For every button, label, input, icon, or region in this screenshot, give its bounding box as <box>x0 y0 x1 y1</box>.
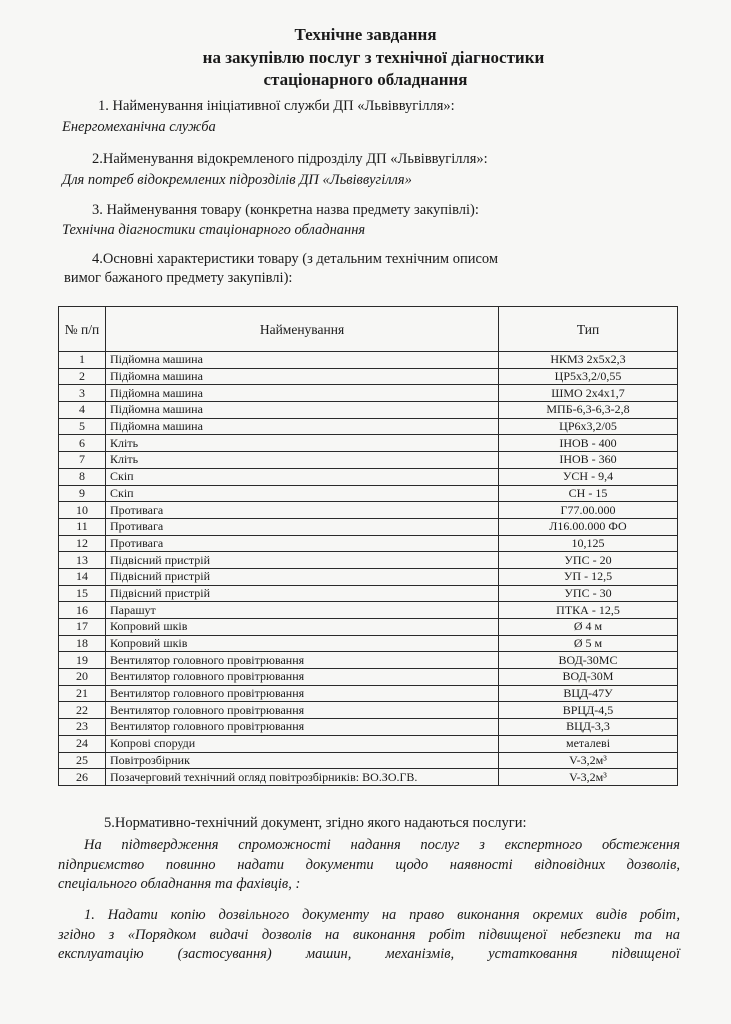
table-row <box>59 585 678 602</box>
table-row <box>59 752 678 769</box>
table-row <box>59 619 678 636</box>
row-type-cell: Г77.00.000 <box>499 502 678 519</box>
row-type-cell: Ø 4 м <box>499 619 678 636</box>
row-number-cell: 15 <box>59 585 106 602</box>
section5-paragraph1 <box>58 836 680 895</box>
row-number-cell: 7 <box>59 452 106 469</box>
row-name-cell: Підвісний пристрій <box>106 568 499 585</box>
row-type-cell: МПБ-6,3-6,3-2,8 <box>499 402 678 419</box>
row-type-cell: V-3,2м³ <box>499 769 678 786</box>
row-name-cell: Вентилятор головного провітрювання <box>106 669 499 686</box>
table-row <box>59 735 678 752</box>
section4-label-line2: вимог бажаного предмету закупівлі): <box>64 270 293 286</box>
row-number-cell: 6 <box>59 435 106 452</box>
table-row <box>59 352 678 369</box>
table-row <box>59 635 678 652</box>
row-name-cell: Скіп <box>106 468 499 485</box>
row-type-cell: Ø 5 м <box>499 635 678 652</box>
table-row <box>59 669 678 686</box>
document-title-line2: на закупівлю послуг з технічної діагностики <box>202 48 545 67</box>
table-row <box>59 418 678 435</box>
row-name-cell: Підйомна машина <box>106 352 499 369</box>
table-row <box>59 702 678 719</box>
row-name-cell: Вентилятор головного провітрювання <box>106 702 499 719</box>
row-name-cell: Вентилятор головного провітрювання <box>106 685 499 702</box>
section5-heading: 5.Нормативно-технічний документ, згідно якого надаються послуги: <box>104 815 527 831</box>
row-type-cell: ВЦД-47У <box>499 685 678 702</box>
row-number-cell: 22 <box>59 702 106 719</box>
row-number-cell: 8 <box>59 468 106 485</box>
row-number-cell: 11 <box>59 518 106 535</box>
row-number-cell: 3 <box>59 385 106 402</box>
table-row <box>59 652 678 669</box>
row-type-cell: УПС - 20 <box>499 552 678 569</box>
row-name-cell: Копрові споруди <box>106 735 499 752</box>
row-number-cell: 18 <box>59 635 106 652</box>
table-row <box>59 535 678 552</box>
row-name-cell: Підйомна машина <box>106 385 499 402</box>
row-type-cell: Л16.00.000 ФО <box>499 518 678 535</box>
row-name-cell: Противага <box>106 502 499 519</box>
row-number-cell: 1 <box>59 352 106 369</box>
row-type-cell: ІНОВ - 400 <box>499 435 678 452</box>
row-type-cell: ВОД-30М <box>499 669 678 686</box>
row-name-cell: Вентилятор головного провітрювання <box>106 652 499 669</box>
row-name-cell: Підйомна машина <box>106 368 499 385</box>
row-number-cell: 5 <box>59 418 106 435</box>
row-name-cell: Скіп <box>106 485 499 502</box>
table-row <box>59 452 678 469</box>
table-row <box>59 368 678 385</box>
section2-value: Для потреб відокремлених підрозділів ДП «Львіввугілля» <box>62 172 412 188</box>
paragraph1-line2: підприємство повинно надати документи щодо наявності відповідних дозволів, <box>58 856 680 873</box>
row-type-cell: НКМЗ 2х5х2,3 <box>499 352 678 369</box>
paragraph1-line1: На підтвердження спроможності надання послуг з експертного обстеження <box>84 837 680 853</box>
row-type-cell: СН - 15 <box>499 485 678 502</box>
row-number-cell: 23 <box>59 719 106 736</box>
row-number-cell: 19 <box>59 652 106 669</box>
row-type-cell: металеві <box>499 735 678 752</box>
row-number-cell: 13 <box>59 552 106 569</box>
row-name-cell: Парашут <box>106 602 499 619</box>
row-name-cell: Повітрозбірник <box>106 752 499 769</box>
section2-label: 2.Найменування відокремленого підрозділу ДП «Львіввугілля»: <box>92 151 488 167</box>
row-type-cell: 10,125 <box>499 535 678 552</box>
table-row <box>59 602 678 619</box>
row-number-cell: 26 <box>59 769 106 786</box>
row-name-cell: Кліть <box>106 435 499 452</box>
row-number-cell: 9 <box>59 485 106 502</box>
paragraph2-line1: 1. Надати копію дозвільного документу на право виконання окремих видів робіт, <box>84 907 680 923</box>
table-row <box>59 568 678 585</box>
section4-label-line1: 4.Основні характеристики товару (з детальним технічним описом <box>92 251 499 267</box>
row-type-cell: ЦР6х3,2/05 <box>499 418 678 435</box>
row-name-cell: Позачерговий технічний огляд повітрозбірників: ВО.ЗО.ГВ. <box>106 769 499 786</box>
paragraph2-line2: згідно з «Порядком видачі дозволів на виконання робіт підвищеної небезпеки та на <box>58 926 680 943</box>
row-name-cell: Підвісний пристрій <box>106 552 499 569</box>
document-title-line1: Технічне завдання <box>294 25 437 44</box>
row-type-cell: УП - 12,5 <box>499 568 678 585</box>
row-name-cell: Копровий шків <box>106 635 499 652</box>
section1-label: 1. Найменування ініціативної служби ДП «Львіввугілля»: <box>98 98 455 114</box>
row-type-cell: ШМО 2х4х1,7 <box>499 385 678 402</box>
table-header-row <box>59 307 678 352</box>
row-type-cell: ПТКА - 12,5 <box>499 602 678 619</box>
row-type-cell: ІНОВ - 360 <box>499 452 678 469</box>
table-row <box>59 518 678 535</box>
row-type-cell: V-3,2м³ <box>499 752 678 769</box>
section3-value: Технічна діагностики стаціонарного обладнання <box>62 222 366 238</box>
row-number-cell: 24 <box>59 735 106 752</box>
row-name-cell: Копровий шків <box>106 619 499 636</box>
row-number-cell: 17 <box>59 619 106 636</box>
row-name-cell: Противага <box>106 535 499 552</box>
table-row <box>59 385 678 402</box>
row-number-cell: 12 <box>59 535 106 552</box>
row-name-cell: Підйомна машина <box>106 418 499 435</box>
table-row <box>59 685 678 702</box>
row-name-cell: Підйомна машина <box>106 402 499 419</box>
row-number-cell: 25 <box>59 752 106 769</box>
row-type-cell: ЦР5х3,2/0,55 <box>499 368 678 385</box>
table-row <box>59 468 678 485</box>
row-name-cell: Підвісний пристрій <box>106 585 499 602</box>
table-row <box>59 502 678 519</box>
table-row <box>59 552 678 569</box>
paragraph1-line3: спеціального обладнання та фахівців, : <box>58 876 301 892</box>
table-row <box>59 769 678 786</box>
section1-value: Енергомеханічна служба <box>62 119 216 135</box>
row-type-cell: ВЦД-3,3 <box>499 719 678 736</box>
row-number-cell: 4 <box>59 402 106 419</box>
row-type-cell: ВРЦД-4,5 <box>499 702 678 719</box>
header-number: № п/п <box>59 307 106 352</box>
specification-table <box>58 306 678 786</box>
table-row <box>59 402 678 419</box>
table-body <box>59 352 678 786</box>
row-number-cell: 2 <box>59 368 106 385</box>
row-name-cell: Кліть <box>106 452 499 469</box>
table-row <box>59 719 678 736</box>
row-type-cell: ВОД-30МС <box>499 652 678 669</box>
row-type-cell: УСН - 9,4 <box>499 468 678 485</box>
row-name-cell: Противага <box>106 518 499 535</box>
section5-paragraph2 <box>58 906 680 965</box>
paragraph2-line3: експлуатацію (застосування) машин, механізмів, устатковання підвищеної <box>58 946 680 962</box>
document-title-line3: стаціонарного обладнання <box>263 70 468 89</box>
row-name-cell: Вентилятор головного провітрювання <box>106 719 499 736</box>
row-number-cell: 14 <box>59 568 106 585</box>
row-number-cell: 21 <box>59 685 106 702</box>
section3-label: 3. Найменування товару (конкретна назва предмету закупівлі): <box>92 202 479 218</box>
row-type-cell: УПС - 30 <box>499 585 678 602</box>
table-row <box>59 485 678 502</box>
row-number-cell: 10 <box>59 502 106 519</box>
header-type: Тип <box>499 307 678 352</box>
row-number-cell: 20 <box>59 669 106 686</box>
header-name: Найменування <box>106 307 499 352</box>
table-row <box>59 435 678 452</box>
row-number-cell: 16 <box>59 602 106 619</box>
